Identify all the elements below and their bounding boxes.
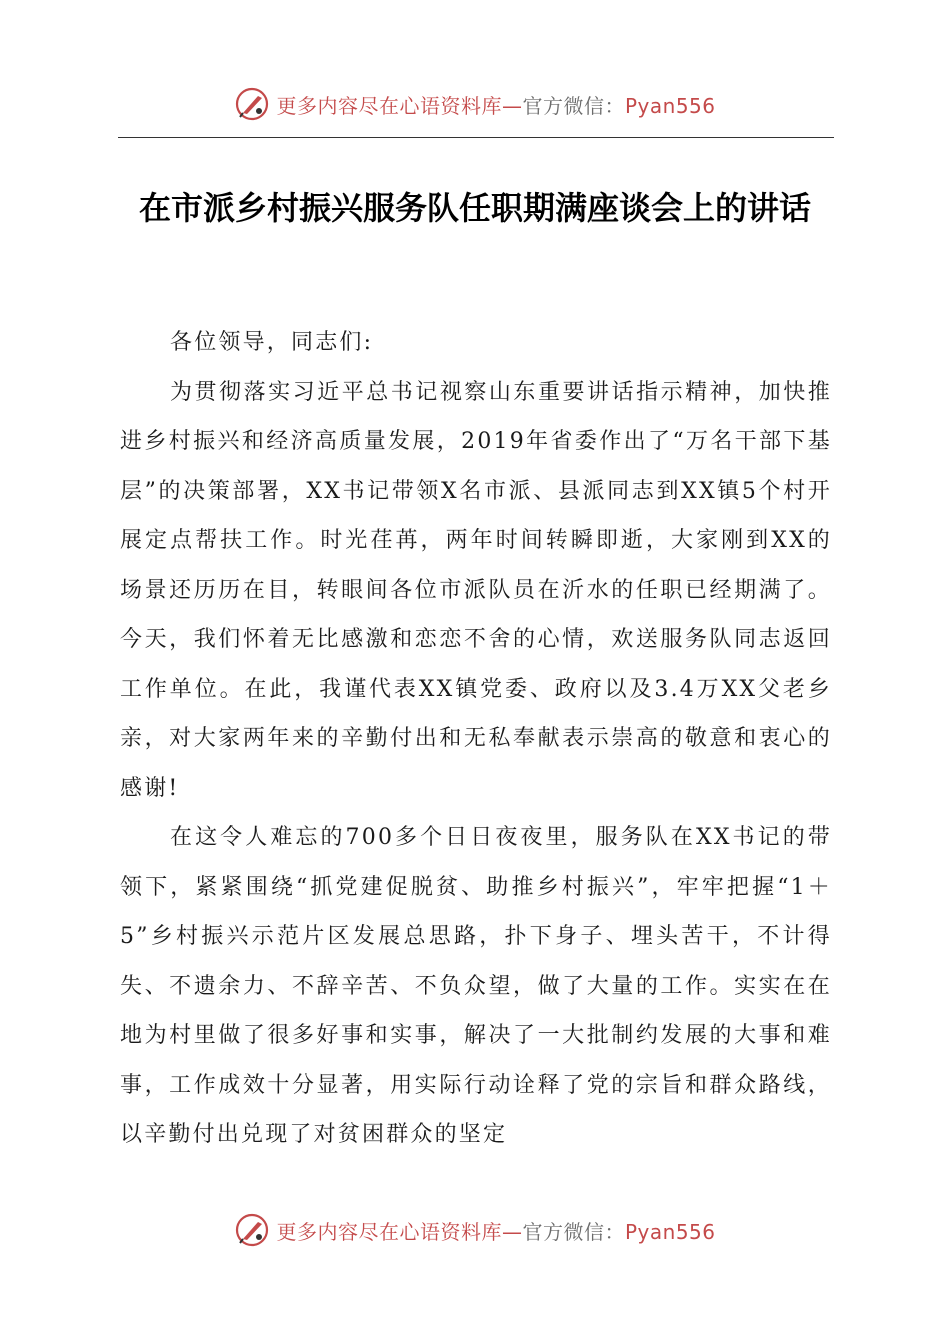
header-divider [118, 137, 834, 138]
quill-logo-icon [234, 1212, 270, 1248]
header-banner [0, 82, 950, 126]
footer-banner [0, 1208, 950, 1252]
document-body [120, 318, 832, 1160]
banner-wechat-id: Pyan556 [624, 1219, 716, 1244]
banner-label: 官方微信： [522, 93, 625, 118]
banner-label: 官方微信： [522, 1219, 625, 1244]
salutation: 各位领导，同志们: [170, 330, 374, 355]
paragraph: 在这令人难忘的700多个日日夜夜里，服务队在XX书记的带领下，紧紧围绕“抓党建促脱贫、助推乡村振兴”，牢牢把握“1＋5”乡村振兴示范片区发展总思路，扑下身子、埋头苦干，不计得失、不遗余力、不辞辛苦、不负众望，做了大量的工作。实实在在地为村里做了很多好事和实事，解决了一大批制约发展的大事和难事，工作成效十分显著，用实际行动诠释了党的宗旨和群众路线，以辛勤付出兑现了对贫困群众的坚定 [120, 825, 832, 1147]
banner-main-text: 更多内容尽在心语资料库 [276, 1219, 502, 1244]
quill-logo-icon [234, 86, 270, 122]
paragraph: 为贯彻落实习近平总书记视察山东重要讲话指示精神，加快推进乡村振兴和经济高质量发展，2019年省委作出了“万名干部下基层”的决策部署，XX书记带领X名市派、县派同志到XX镇5个村开展定点帮扶工作。时光荏苒，两年时间转瞬即逝，大家刚到XX的场景还历历在目，转眼间各位市派队员在沂水的任职已经期满了。今天，我们怀着无比感激和恋恋不舍的心情，欢送服务队同志返回工作单位。在此，我谨代表XX镇党委、政府以及3.4万XX父老乡亲，对大家两年来的辛勤付出和无私奉献表示崇高的敬意和衷心的感谢! [120, 379, 832, 801]
banner-wechat-id: Pyan556 [624, 93, 716, 118]
banner-text [276, 90, 715, 119]
document-title: 在市派乡村振兴服务队任职期满座谈会上的讲话 [138, 189, 811, 228]
banner-separator: — [501, 93, 523, 118]
banner-separator: — [501, 1219, 523, 1244]
banner-text [276, 1216, 715, 1245]
banner-main-text: 更多内容尽在心语资料库 [276, 93, 502, 118]
